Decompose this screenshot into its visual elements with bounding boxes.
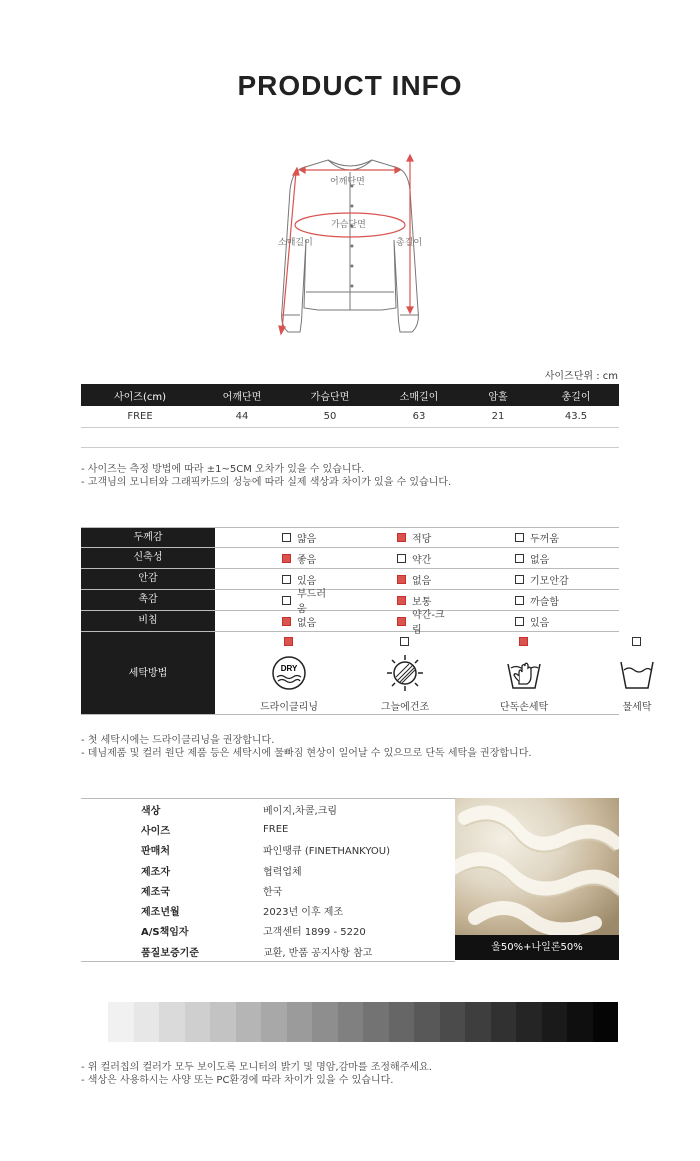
unchecked-checkbox <box>632 637 641 646</box>
size-cell: 43.5 <box>533 406 619 427</box>
page-title: PRODUCT INFO <box>237 70 463 101</box>
info-value: 한국 <box>263 886 283 898</box>
chest-label: 가슴단면 <box>331 220 366 230</box>
fabric-properties-table <box>81 527 652 715</box>
property-option <box>449 611 569 631</box>
washing-option-label: 드라이클리닝 <box>260 702 318 713</box>
gray-chip <box>108 1002 134 1042</box>
washing-label: 세탁방법 <box>81 632 215 714</box>
property-option <box>331 569 449 589</box>
table-row <box>81 406 619 427</box>
checked-checkbox <box>397 617 406 626</box>
checked-checkbox <box>397 533 406 542</box>
wash-notes <box>81 734 532 760</box>
info-key: 사이즈 <box>141 825 170 837</box>
property-option-label: 좋음 <box>297 554 317 566</box>
fabric-photo <box>455 798 619 935</box>
checked-checkbox <box>397 596 406 605</box>
info-row <box>81 819 455 839</box>
size-header-chest: 가슴단면 <box>285 384 375 406</box>
color-note: - 색상은 사용하시는 사양 또는 PC환경에 따라 차이가 있을 수 있습니다. <box>81 1075 394 1086</box>
size-header-size: 사이즈(cm) <box>81 384 199 406</box>
unchecked-checkbox <box>282 533 291 542</box>
unchecked-checkbox <box>515 617 524 626</box>
size-header-shoulder: 어깨단면 <box>199 384 285 406</box>
checked-checkbox <box>397 575 406 584</box>
property-option-label: 없음 <box>412 575 432 587</box>
size-cell: 21 <box>463 406 533 427</box>
info-key: 제조국 <box>141 886 170 898</box>
property-option-label: 없음 <box>530 554 550 566</box>
hand-wash-icon <box>505 654 543 692</box>
property-option-label: 없음 <box>297 617 317 629</box>
property-option <box>449 569 569 589</box>
info-row <box>81 860 455 880</box>
info-value: 베이지,차콜,크림 <box>263 805 337 817</box>
info-value: 파인땡큐 (FINETHANKYOU) <box>263 846 391 858</box>
size-header-sleeve: 소매길이 <box>375 384 463 406</box>
info-key: A/S책임자 <box>141 927 189 939</box>
washing-option <box>244 632 334 715</box>
unchecked-checkbox <box>515 575 524 584</box>
washing-options <box>215 632 652 714</box>
property-label: 안감 <box>81 569 215 589</box>
unchecked-checkbox <box>397 554 406 563</box>
unchecked-checkbox <box>515 596 524 605</box>
property-row <box>81 527 619 548</box>
info-key: 판매처 <box>141 846 170 858</box>
size-unit: 사이즈단위 : cm <box>544 371 618 382</box>
property-row <box>81 589 619 615</box>
product-info <box>81 798 619 961</box>
size-header-armhole: 암홀 <box>463 384 533 406</box>
shade-dry-icon <box>386 654 424 692</box>
table-row-empty <box>81 427 619 447</box>
unchecked-checkbox <box>515 554 524 563</box>
unchecked-checkbox <box>515 533 524 542</box>
dry-clean-icon <box>270 654 308 692</box>
property-option-label: 있음 <box>297 575 317 587</box>
washing-option <box>479 632 569 715</box>
info-row <box>81 900 455 920</box>
product-info-list <box>81 798 455 962</box>
length-label: 총길이 <box>396 238 423 248</box>
property-option-label: 얇음 <box>297 534 317 545</box>
washing-option-label: 물세탁 <box>622 702 652 713</box>
property-row <box>81 548 619 569</box>
gray-chip <box>414 1002 440 1042</box>
gray-scale-chart <box>108 1002 618 1042</box>
info-value: 고객센터 1899 - 5220 <box>263 927 366 939</box>
gray-chip <box>542 1002 568 1042</box>
wash-note: - 데님제품 및 컬러 원단 제품 등은 세탁시에 물빠짐 현상이 일어날 수 있으므로 단독 세탁을 권장합니다. <box>81 748 532 759</box>
info-row <box>81 799 455 819</box>
property-label: 두께감 <box>81 528 215 547</box>
info-key: 품질보증기준 <box>141 947 199 959</box>
gray-chip <box>465 1002 491 1042</box>
checked-checkbox <box>519 637 528 646</box>
info-key: 색상 <box>141 805 161 817</box>
gray-chip <box>338 1002 364 1042</box>
knit-texture-image <box>455 798 619 935</box>
property-option <box>215 528 331 547</box>
washing-option-label: 그늘에건조 <box>380 702 430 713</box>
property-label: 비침 <box>81 611 215 631</box>
washing-option <box>360 632 450 715</box>
size-cell: 63 <box>375 406 463 427</box>
property-option-label: 부드러움 <box>297 589 326 615</box>
water-wash-icon <box>618 654 656 692</box>
info-row <box>81 921 455 941</box>
washing-option <box>592 632 682 715</box>
property-option-label: 있음 <box>530 617 550 629</box>
gray-chip <box>567 1002 593 1042</box>
color-note: - 위 컬러칩의 컬러가 모두 보이도록 모니터의 밝기 및 명암,감마를 조정해주세요. <box>81 1062 432 1073</box>
property-label: 신축성 <box>81 548 215 568</box>
gray-chip <box>159 1002 185 1042</box>
gray-chip <box>516 1002 542 1042</box>
checked-checkbox <box>284 637 293 646</box>
property-option <box>215 589 331 615</box>
gray-chip <box>593 1002 619 1042</box>
cardigan-size-diagram <box>270 150 430 345</box>
color-notes <box>81 1061 432 1087</box>
size-cell: 50 <box>285 406 375 427</box>
property-option-label: 두꺼움 <box>530 534 559 545</box>
washing-option-label: 단독손세탁 <box>499 702 549 713</box>
property-option <box>331 528 449 547</box>
property-option-label: 기모안감 <box>530 575 569 587</box>
gray-chip <box>185 1002 211 1042</box>
property-option-label: 적당 <box>412 534 432 545</box>
info-value: 교환, 반품 공지사항 참고 <box>263 947 373 959</box>
property-option-label: 약간-크림 <box>412 610 445 636</box>
size-notes <box>81 463 451 489</box>
size-cell: 44 <box>199 406 285 427</box>
info-row <box>81 840 455 860</box>
size-header-length: 총길이 <box>533 384 619 406</box>
info-value: 협력업체 <box>263 866 302 878</box>
gray-chip <box>491 1002 517 1042</box>
property-option-label: 까슬함 <box>530 596 559 608</box>
gray-chip <box>312 1002 338 1042</box>
size-table-header <box>81 384 619 406</box>
unchecked-checkbox <box>400 637 409 646</box>
property-row <box>81 569 619 590</box>
gray-chip <box>440 1002 466 1042</box>
dry-icon-text: DRY <box>280 664 298 673</box>
property-option <box>331 548 449 568</box>
property-option <box>215 548 331 568</box>
property-option <box>215 611 331 631</box>
property-option-label: 약간 <box>412 554 432 566</box>
checked-checkbox <box>282 554 291 563</box>
size-cell: FREE <box>81 406 199 427</box>
size-note: - 사이즈는 측정 방법에 따라 ±1~5CM 오차가 있을 수 있습니다. <box>81 464 365 475</box>
checked-checkbox <box>282 617 291 626</box>
shoulder-label: 어깨단면 <box>330 177 365 187</box>
gray-chip <box>236 1002 262 1042</box>
property-option <box>449 528 569 547</box>
info-value: FREE <box>263 823 289 835</box>
property-row <box>81 610 619 636</box>
gray-chip <box>389 1002 415 1042</box>
washing-row <box>81 632 652 715</box>
info-row <box>81 880 455 900</box>
info-value: 2023년 이후 제조 <box>263 907 344 919</box>
fabric-composition: 울50%+나일론50% <box>455 935 619 960</box>
size-note: - 고객님의 모니터와 그래픽카드의 성능에 따라 실제 색상과 차이가 있을 수 있습니다. <box>81 477 452 488</box>
info-row <box>81 941 455 961</box>
gray-chip <box>287 1002 313 1042</box>
unchecked-checkbox <box>282 575 291 584</box>
property-option-label: 보통 <box>412 596 432 608</box>
unchecked-checkbox <box>282 596 291 605</box>
gray-chip <box>261 1002 287 1042</box>
property-option <box>449 590 569 610</box>
property-label: 촉감 <box>81 590 215 610</box>
info-key: 제조자 <box>141 866 170 878</box>
gray-chip <box>363 1002 389 1042</box>
gray-chip <box>210 1002 236 1042</box>
size-table <box>81 384 619 448</box>
sleeve-label: 소매길이 <box>278 238 313 248</box>
wash-note: - 첫 세탁시에는 드라이클리닝을 권장합니다. <box>81 735 275 746</box>
info-key: 제조년월 <box>141 907 180 919</box>
property-option <box>449 548 569 568</box>
gray-chip <box>134 1002 160 1042</box>
property-option <box>331 610 449 636</box>
